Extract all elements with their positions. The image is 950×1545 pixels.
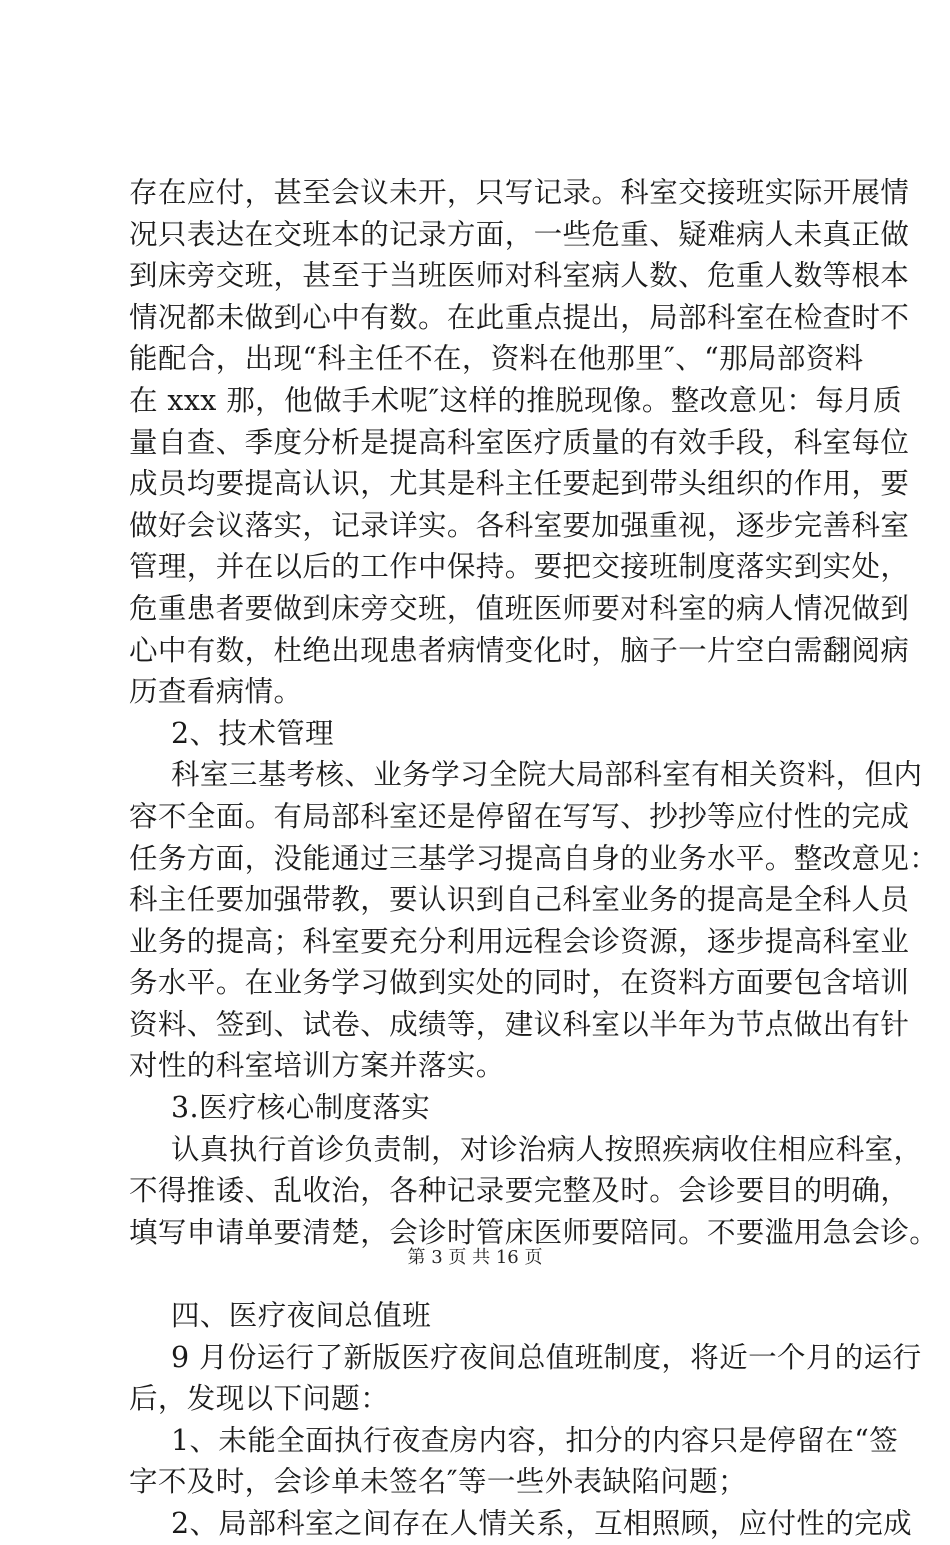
text-line: 科室三基考核、业务学习全院大局部科室有相关资料，但内 <box>171 758 923 792</box>
page-number: 第 3 页 共 16 页 <box>407 1247 543 1268</box>
text-line: 成员均要提高认识，尤其是科主任要起到带头组织的作用，要 <box>129 467 910 501</box>
text-line: 在 xxx 那，他做手术呢″这样的推脱现像。整改意见：每月质 <box>129 383 902 417</box>
document-body <box>129 172 939 1545</box>
text-line: 情况都未做到心中有数。在此重点提出，局部科室在检查时不 <box>129 300 910 334</box>
text-line: 2、技术管理 <box>171 716 335 750</box>
text-line: 2、局部科室之间存在人情关系，互相照顾，应付性的完成 <box>171 1507 913 1540</box>
page-footer <box>0 1243 950 1269</box>
text-line: 存在应付，甚至会议未开，只写记录。科室交接班实际开展情 <box>129 176 910 209</box>
text-line: 科主任要加强带教，要认识到自己科室业务的提高是全科人员 <box>129 883 910 917</box>
text-line: 容不全面。有局部科室还是停留在写写、抄抄等应付性的完成 <box>129 799 910 833</box>
text-line: 业务的提高；科室要充分利用远程会诊资源，逐步提高科室业 <box>129 924 910 958</box>
text-line: 务水平。在业务学习做到实处的同时，在资料方面要包含培训 <box>129 966 910 1000</box>
text-line: 历查看病情。 <box>129 675 303 709</box>
text-line: 四、医疗夜间总值班 <box>171 1299 432 1333</box>
text-line: 管理，并在以后的工作中保持。要把交接班制度落实到实处， <box>129 550 910 584</box>
text-line: 不得推诿、乱收治，各种记录要完整及时。会诊要目的明确， <box>129 1174 910 1208</box>
text-line: 字不及时，会诊单未签名″等一些外表缺陷问题； <box>129 1465 747 1499</box>
text-line: 填写申请单要清楚，会诊时管床医师要陪同。不要滥用急会诊。 <box>129 1215 939 1249</box>
text-line: 做好会议落实，记录详实。各科室要加强重视，逐步完善科室 <box>129 508 910 542</box>
text-line: 量自查、季度分析是提高科室医疗质量的有效手段，科室每位 <box>129 425 910 459</box>
text-line: 能配合，出现“科主任不在，资料在他那里″、“那局部资料 <box>129 342 864 376</box>
text-line: 后，发现以下问题： <box>129 1382 390 1416</box>
text-line: 况只表达在交班本的记录方面，一些危重、疑难病人未真正做 <box>129 217 910 251</box>
text-line: 3.医疗核心制度落实 <box>171 1091 431 1125</box>
text-line: 对性的科室培训方案并落实。 <box>129 1049 505 1083</box>
text-line: 9 月份运行了新版医疗夜间总值班制度，将近一个月的运行 <box>171 1340 922 1374</box>
text-line: 1、未能全面执行夜查房内容，扣分的内容只是停留在“签 <box>171 1423 899 1457</box>
text-line: 认真执行首诊负责制，对诊治病人按照疾病收住相应科室， <box>171 1132 923 1166</box>
text-line: 到床旁交班，甚至于当班医师对科室病人数、危重人数等根本 <box>129 259 910 293</box>
text-line: 资料、签到、试卷、成绩等，建议科室以半年为节点做出有针 <box>129 1007 910 1041</box>
text-line: 危重患者要做到床旁交班，值班医师要对科室的病人情况做到 <box>129 591 910 625</box>
text-line: 心中有数，杜绝出现患者病情变化时，脑子一片空白需翻阅病 <box>129 633 910 667</box>
text-line: 任务方面，没能通过三基学习提高自身的业务水平。整改意见： <box>129 841 939 875</box>
